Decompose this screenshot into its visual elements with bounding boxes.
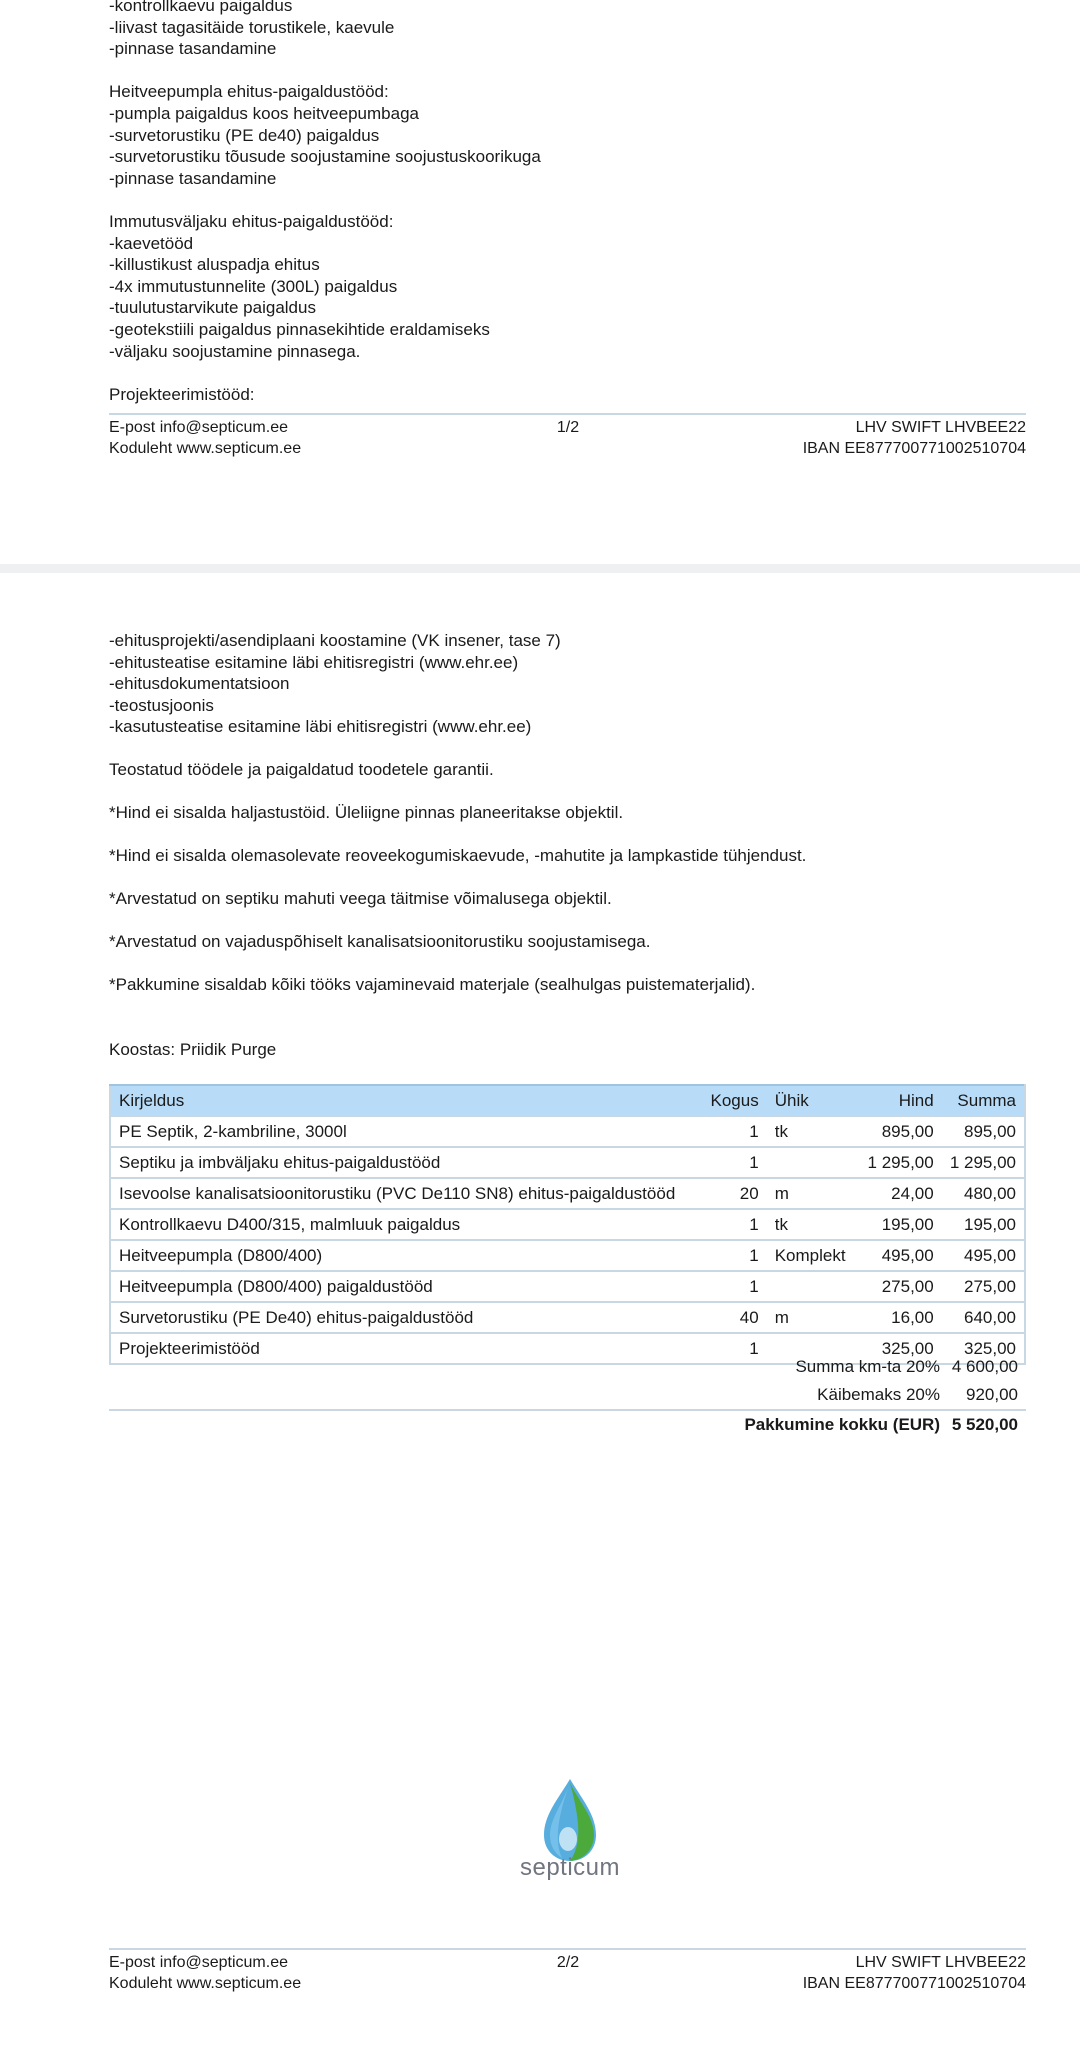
text-line: -väljaku soojustamine pinnasega. (109, 341, 361, 361)
footer-swift: LHV SWIFT LHVBEE22 (855, 419, 1026, 436)
text-line: -liivast tagasitäide torustikele, kaevule (109, 17, 395, 37)
cell-description: Septiku ja imbväljaku ehitus-paigaldustööd (110, 1147, 702, 1178)
cell-description: Heitveepumpla (D800/400) paigaldustööd (110, 1271, 702, 1302)
cell-price: 24,00 (854, 1178, 942, 1209)
text-line: Teostatud töödele ja paigaldatud toodetele garantii. (109, 760, 494, 779)
text-line: -ehitusprojekti/asendiplaani koostamine (VK insener, tase 7) (109, 631, 561, 650)
cell-quantity: 1 (702, 1333, 766, 1364)
footer-website: Koduleht www.septicum.ee (109, 1975, 302, 1992)
subtotal-label: Summa km-ta 20% (795, 1357, 940, 1376)
col-description-header: Kirjeldus (110, 1085, 702, 1116)
cell-description: Survetorustiku (PE De40) ehitus-paigaldustööd (110, 1302, 702, 1333)
table-row (110, 1147, 1025, 1178)
text-line: -geotekstiili paigaldus pinnasekihtide eraldamiseks (109, 320, 490, 339)
cell-sum: 640,00 (942, 1302, 1025, 1333)
col-sum-header: Summa (942, 1085, 1025, 1116)
text-line: -killustikust aluspadja ehitus (109, 255, 320, 275)
cell-unit: Komplekt (767, 1240, 854, 1271)
cell-description: Projekteerimistööd (110, 1333, 702, 1364)
footer-divider (109, 1948, 1026, 1950)
cell-unit: tk (767, 1116, 854, 1147)
text-line: -ehitusdokumentatsioon (109, 674, 290, 693)
cell-quantity: 1 (702, 1116, 766, 1147)
cell-unit (767, 1271, 854, 1302)
footer-swift: LHV SWIFT LHVBEE22 (855, 1954, 1026, 1971)
footer-website: Koduleht www.septicum.ee (109, 440, 302, 457)
cell-sum: 195,00 (942, 1209, 1025, 1240)
cell-sum: 495,00 (942, 1240, 1025, 1271)
footer-page-number: 1/2 (556, 419, 580, 436)
vat-value: 920,00 (966, 1385, 1018, 1404)
text-line: Heitveepumpla ehitus-paigaldustööd: (109, 82, 389, 102)
table-row (110, 1302, 1025, 1333)
footer-email: E-post info@septicum.ee (109, 419, 288, 436)
col-quantity-header: Kogus (702, 1085, 766, 1116)
text-line: -kasutusteatise esitamine läbi ehitisregistri (www.ehr.ee) (109, 717, 532, 736)
cell-sum: 480,00 (942, 1178, 1025, 1209)
table-row (110, 1271, 1025, 1302)
table-row (110, 1240, 1025, 1271)
cell-quantity: 1 (702, 1209, 766, 1240)
cell-price: 325,00 (854, 1333, 942, 1364)
cell-description: Isevoolse kanalisatsioonitorustiku (PVC De110 SN8) ehitus-paigaldustööd (110, 1178, 702, 1209)
footer-divider (109, 413, 1026, 415)
vat-label: Käibemaks 20% (817, 1385, 940, 1404)
table-body (110, 1116, 1025, 1364)
cell-price: 195,00 (854, 1209, 942, 1240)
text-line: -survetorustiku (PE de40) paigaldus (109, 125, 380, 145)
cell-quantity: 1 (702, 1271, 766, 1302)
footer-page-number: 2/2 (556, 1954, 580, 1971)
cell-unit: m (767, 1178, 854, 1209)
cell-quantity: 20 (702, 1178, 766, 1209)
cell-quantity: 1 (702, 1240, 766, 1271)
grand-total-label: Pakkumine kokku (EUR) (744, 1415, 940, 1434)
text-line: -4x immutustunnelite (300L) paigaldus (109, 276, 398, 296)
cell-unit: tk (767, 1209, 854, 1240)
table-header-row (110, 1085, 1025, 1116)
cell-sum: 325,00 (942, 1333, 1025, 1364)
cell-quantity: 40 (702, 1302, 766, 1333)
text-line: *Pakkumine sisaldab kõiki tööks vajaminevaid materjale (sealhulgas puistematerjalid). (109, 975, 756, 994)
text-line: -teostusjoonis (109, 695, 214, 715)
text-line: Immutusväljaku ehitus-paigaldustööd: (109, 212, 394, 231)
cell-price: 275,00 (854, 1271, 942, 1302)
offer-table (109, 1084, 1026, 1365)
grand-total-value: 5 520,00 (951, 1415, 1018, 1434)
text-line: *Arvestatud on vajaduspõhiselt kanalisatsioonitorustiku soojustamisega. (109, 932, 651, 951)
cell-price: 1 295,00 (854, 1147, 942, 1178)
text-line: -survetorustiku tõusude soojustamine soojustuskoorikuga (109, 147, 541, 167)
col-unit-header: Ühik (767, 1085, 854, 1116)
text-line: *Hind ei sisalda haljastustöid. Üleliigne pinnas planeeritakse objektil. (109, 803, 624, 822)
table-row (110, 1116, 1025, 1147)
cell-quantity: 1 (702, 1147, 766, 1178)
cell-unit (767, 1147, 854, 1178)
text-line: -pinnase tasandamine (109, 168, 277, 188)
text-line: -ehitusteatise esitamine läbi ehitisregistri (www.ehr.ee) (109, 652, 519, 672)
text-line: -pumpla paigaldus koos heitveepumbaga (109, 104, 419, 123)
cell-sum: 895,00 (942, 1116, 1025, 1147)
table-row (110, 1178, 1025, 1209)
cell-description: Kontrollkaevu D400/315, malmluuk paigaldus (110, 1209, 702, 1240)
text-line: Koostas: Priidik Purge (109, 1039, 277, 1059)
page-separator (0, 564, 1080, 573)
cell-sum: 1 295,00 (942, 1147, 1025, 1178)
text-line: *Hind ei sisalda olemasolevate reoveekogumiskaevude, -mahutite ja lampkastide tühjendust. (109, 846, 807, 865)
table-row (110, 1209, 1025, 1240)
cell-sum: 275,00 (942, 1271, 1025, 1302)
footer-iban: IBAN EE877700771002510704 (802, 1975, 1026, 1992)
cell-description: PE Septik, 2-kambriline, 3000l (110, 1116, 702, 1147)
cell-unit: m (767, 1302, 854, 1333)
totals-divider (109, 1409, 1026, 1411)
text-line: -tuulutustarvikute paigaldus (109, 298, 316, 318)
cell-price: 495,00 (854, 1240, 942, 1271)
text-line: -kontrollkaevu paigaldus (109, 0, 293, 15)
subtotal-value: 4 600,00 (951, 1357, 1018, 1376)
logo-wordmark: septicum (519, 1854, 621, 1881)
text-line: *Arvestatud on septiku mahuti veega täitmise võimalusega objektil. (109, 889, 612, 908)
text-line: -kaevetööd (109, 233, 194, 253)
cell-description: Heitveepumpla (D800/400) (110, 1240, 702, 1271)
text-line: Projekteerimistööd: (109, 384, 255, 404)
text-line: -pinnase tasandamine (109, 39, 277, 59)
footer-iban: IBAN EE877700771002510704 (802, 440, 1026, 457)
col-price-header: Hind (854, 1085, 942, 1116)
footer-email: E-post info@septicum.ee (109, 1954, 288, 1971)
cell-price: 16,00 (854, 1302, 942, 1333)
cell-price: 895,00 (854, 1116, 942, 1147)
